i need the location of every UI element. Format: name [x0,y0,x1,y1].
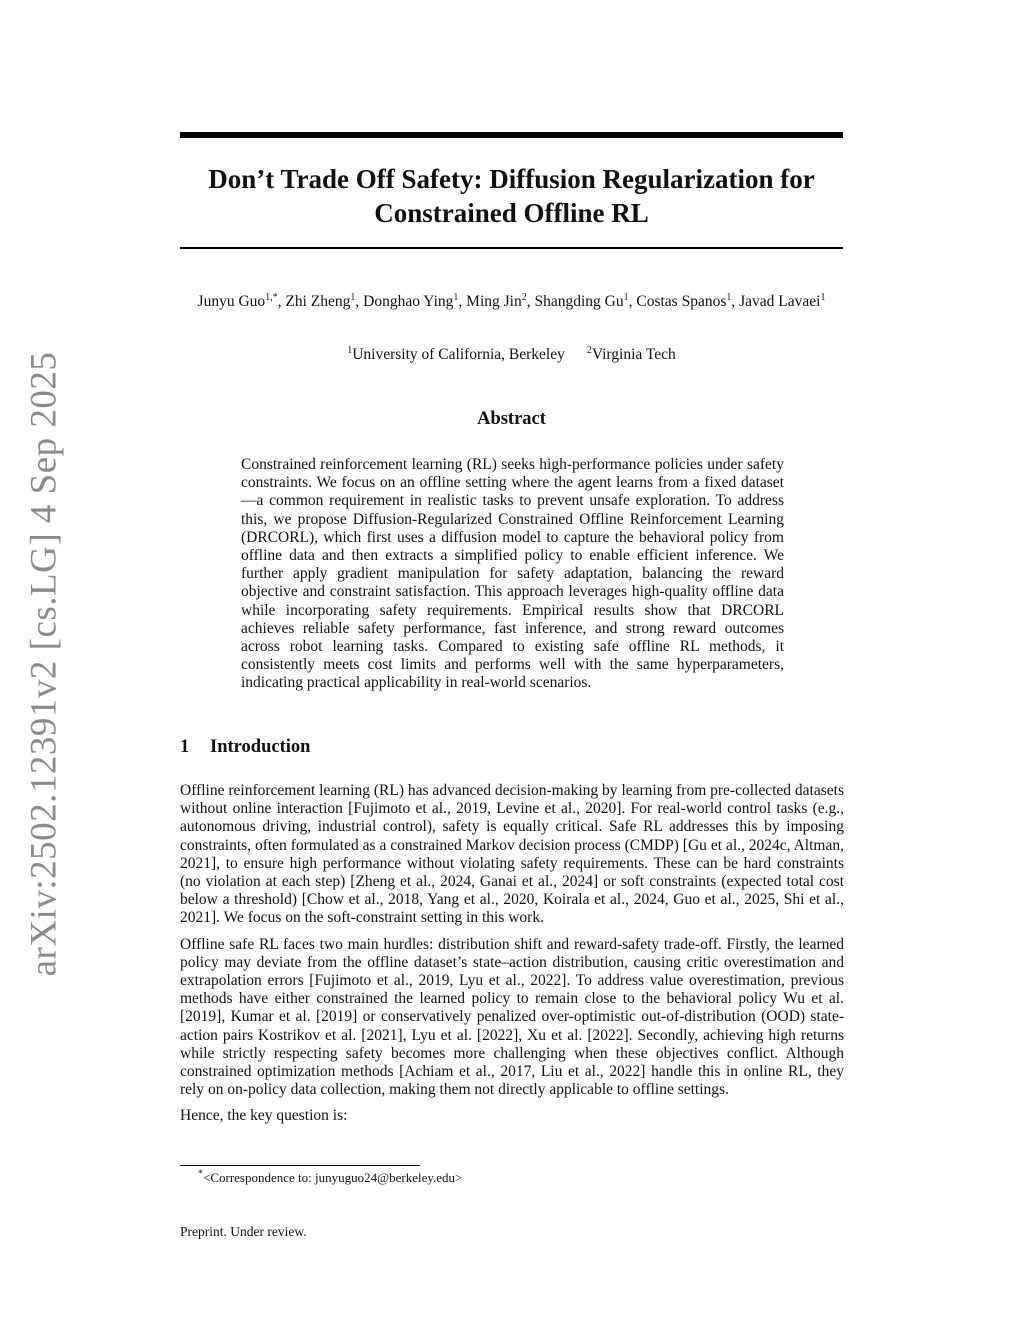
author: Junyu Guo$^{1,*}$ [197,291,278,310]
body-paragraph: Offline reinforcement learning (RL) has advanced decision-making by learning from pre-collected datasets without online interaction [Fujimoto et al., 2019, Levine et al., 2020]. For real-world control tasks (e.g., autonomous driving, industrial control), safety is equally critical. Safe RL addresses this by imposing constraints, often formulated as a constrained Markov decision process (CMDP) [Gu et al., 2024c, Altman, 2021], to ensure high performance without violating safety requirements. These can be hard constraints (no violation at each step) [Zheng et al., 2024, Ganai et al., 2024] or soft constraints (expected total cost below a threshold) [Chow et al., 2018, Yang et al., 2020, Koirala et al., 2024, Guo et al., 2025, Shi et al., 2021]. We focus on the soft-constraint setting in this work. [180,782,844,927]
author: Ming Jin$^2$ [466,291,527,310]
title-top-rule [180,132,843,138]
abstract-heading: Abstract [477,409,546,429]
affiliation: $^2$Virginia Tech [586,344,676,363]
title-line-1: Don’t Trade Off Safety: Diffusion Regularization for [208,164,815,194]
title-line-2: Constrained Offline RL [374,198,649,228]
footnote-text: <Correspondence to: junyuguo24@berkeley.edu> [203,1170,463,1185]
section-heading [180,737,310,758]
title-bottom-rule [180,247,843,249]
body-paragraph: Hence, the key question is: [180,1107,348,1125]
author: Shangding Gu$^1$ [534,291,629,310]
author: Costas Spanos$^1$ [636,291,732,310]
section-title: Introduction [210,737,311,757]
section-body [180,782,844,1134]
section-number: 1 [180,737,190,757]
abstract-text: Constrained reinforcement learning (RL) seeks high-performance policies under safety constraints. We focus on an offline setting where the agent learns from a fixed dataset—a common requirement in realistic tasks to prevent unsafe exploration. To address this, we propose Diffusion-Regularized Constrained Offline Reinforcement Learning (DRCORL), which first uses a diffusion model to capture the behavioral policy from offline data and then extracts a simplified policy to enable efficient inference. We further apply gradient manipulation for safety adaptation, balancing the reward objective and constraint satisfaction. This approach leverages high-quality offline data while incorporating safety requirements. Empirical results show that DRCORL achieves reliable safety performance, fast inference, and strong reward outcomes across robot learning tasks. Compared to existing safe offline RL methods, it consistently meets cost limits and performs well with the same hyperparameters, indicating practical applicability in real-world scenarios. [241,456,784,692]
footnote-mark: * [198,1168,203,1180]
footnote-rule [180,1165,420,1166]
author: Zhi Zheng$^1$ [285,291,356,310]
arxiv-identifier: arXiv:2502.12391v2 [cs.LG] 4 Sep 2025 [23,351,65,977]
page-footer: Preprint. Under review. [180,1224,307,1239]
body-paragraph: Offline safe RL faces two main hurdles: distribution shift and reward-safety trade-off. Firstly, the learned policy may deviate from the offline dataset’s state–action distribution, causing critic overestimation and extrapolation errors [Fujimoto et al., 2019, Lyu et al., 2022]. To address value overestimation, previous methods have either constrained the learned policy to remain close to the behavioral policy Wu et al. [2019], Kumar et al. [2019] or conservatively penalized over-optimistic out-of-distribution (OOD) state-action pairs Kostrikov et al. [2021], Lyu et al. [2022], Xu et al. [2022]. Secondly, achieving high returns while strictly respecting safety becomes more challenging when these objectives conflict. Although constrained optimization methods [Achiam et al., 2017, Liu et al., 2022] handle this in online RL, they rely on on-policy data collection, making them not directly applicable to offline settings. [180,935,844,1099]
affiliations [180,345,843,364]
affiliation: $^1$University of California, Berkeley [347,344,565,363]
paper-title [180,162,843,230]
author: Javad Lavaei$^1$ [739,291,826,310]
author-list: Junyu Guo$^{1,*}$, Zhi Zheng$^1$, Donghao Ying$^1$, Ming Jin$^2$, Shangding Gu$^1$, Costas Spanos$^1$, Javad Lavaei$^1$ [197,291,826,310]
footnote [198,1170,462,1186]
author: Donghao Ying$^1$ [363,291,459,310]
